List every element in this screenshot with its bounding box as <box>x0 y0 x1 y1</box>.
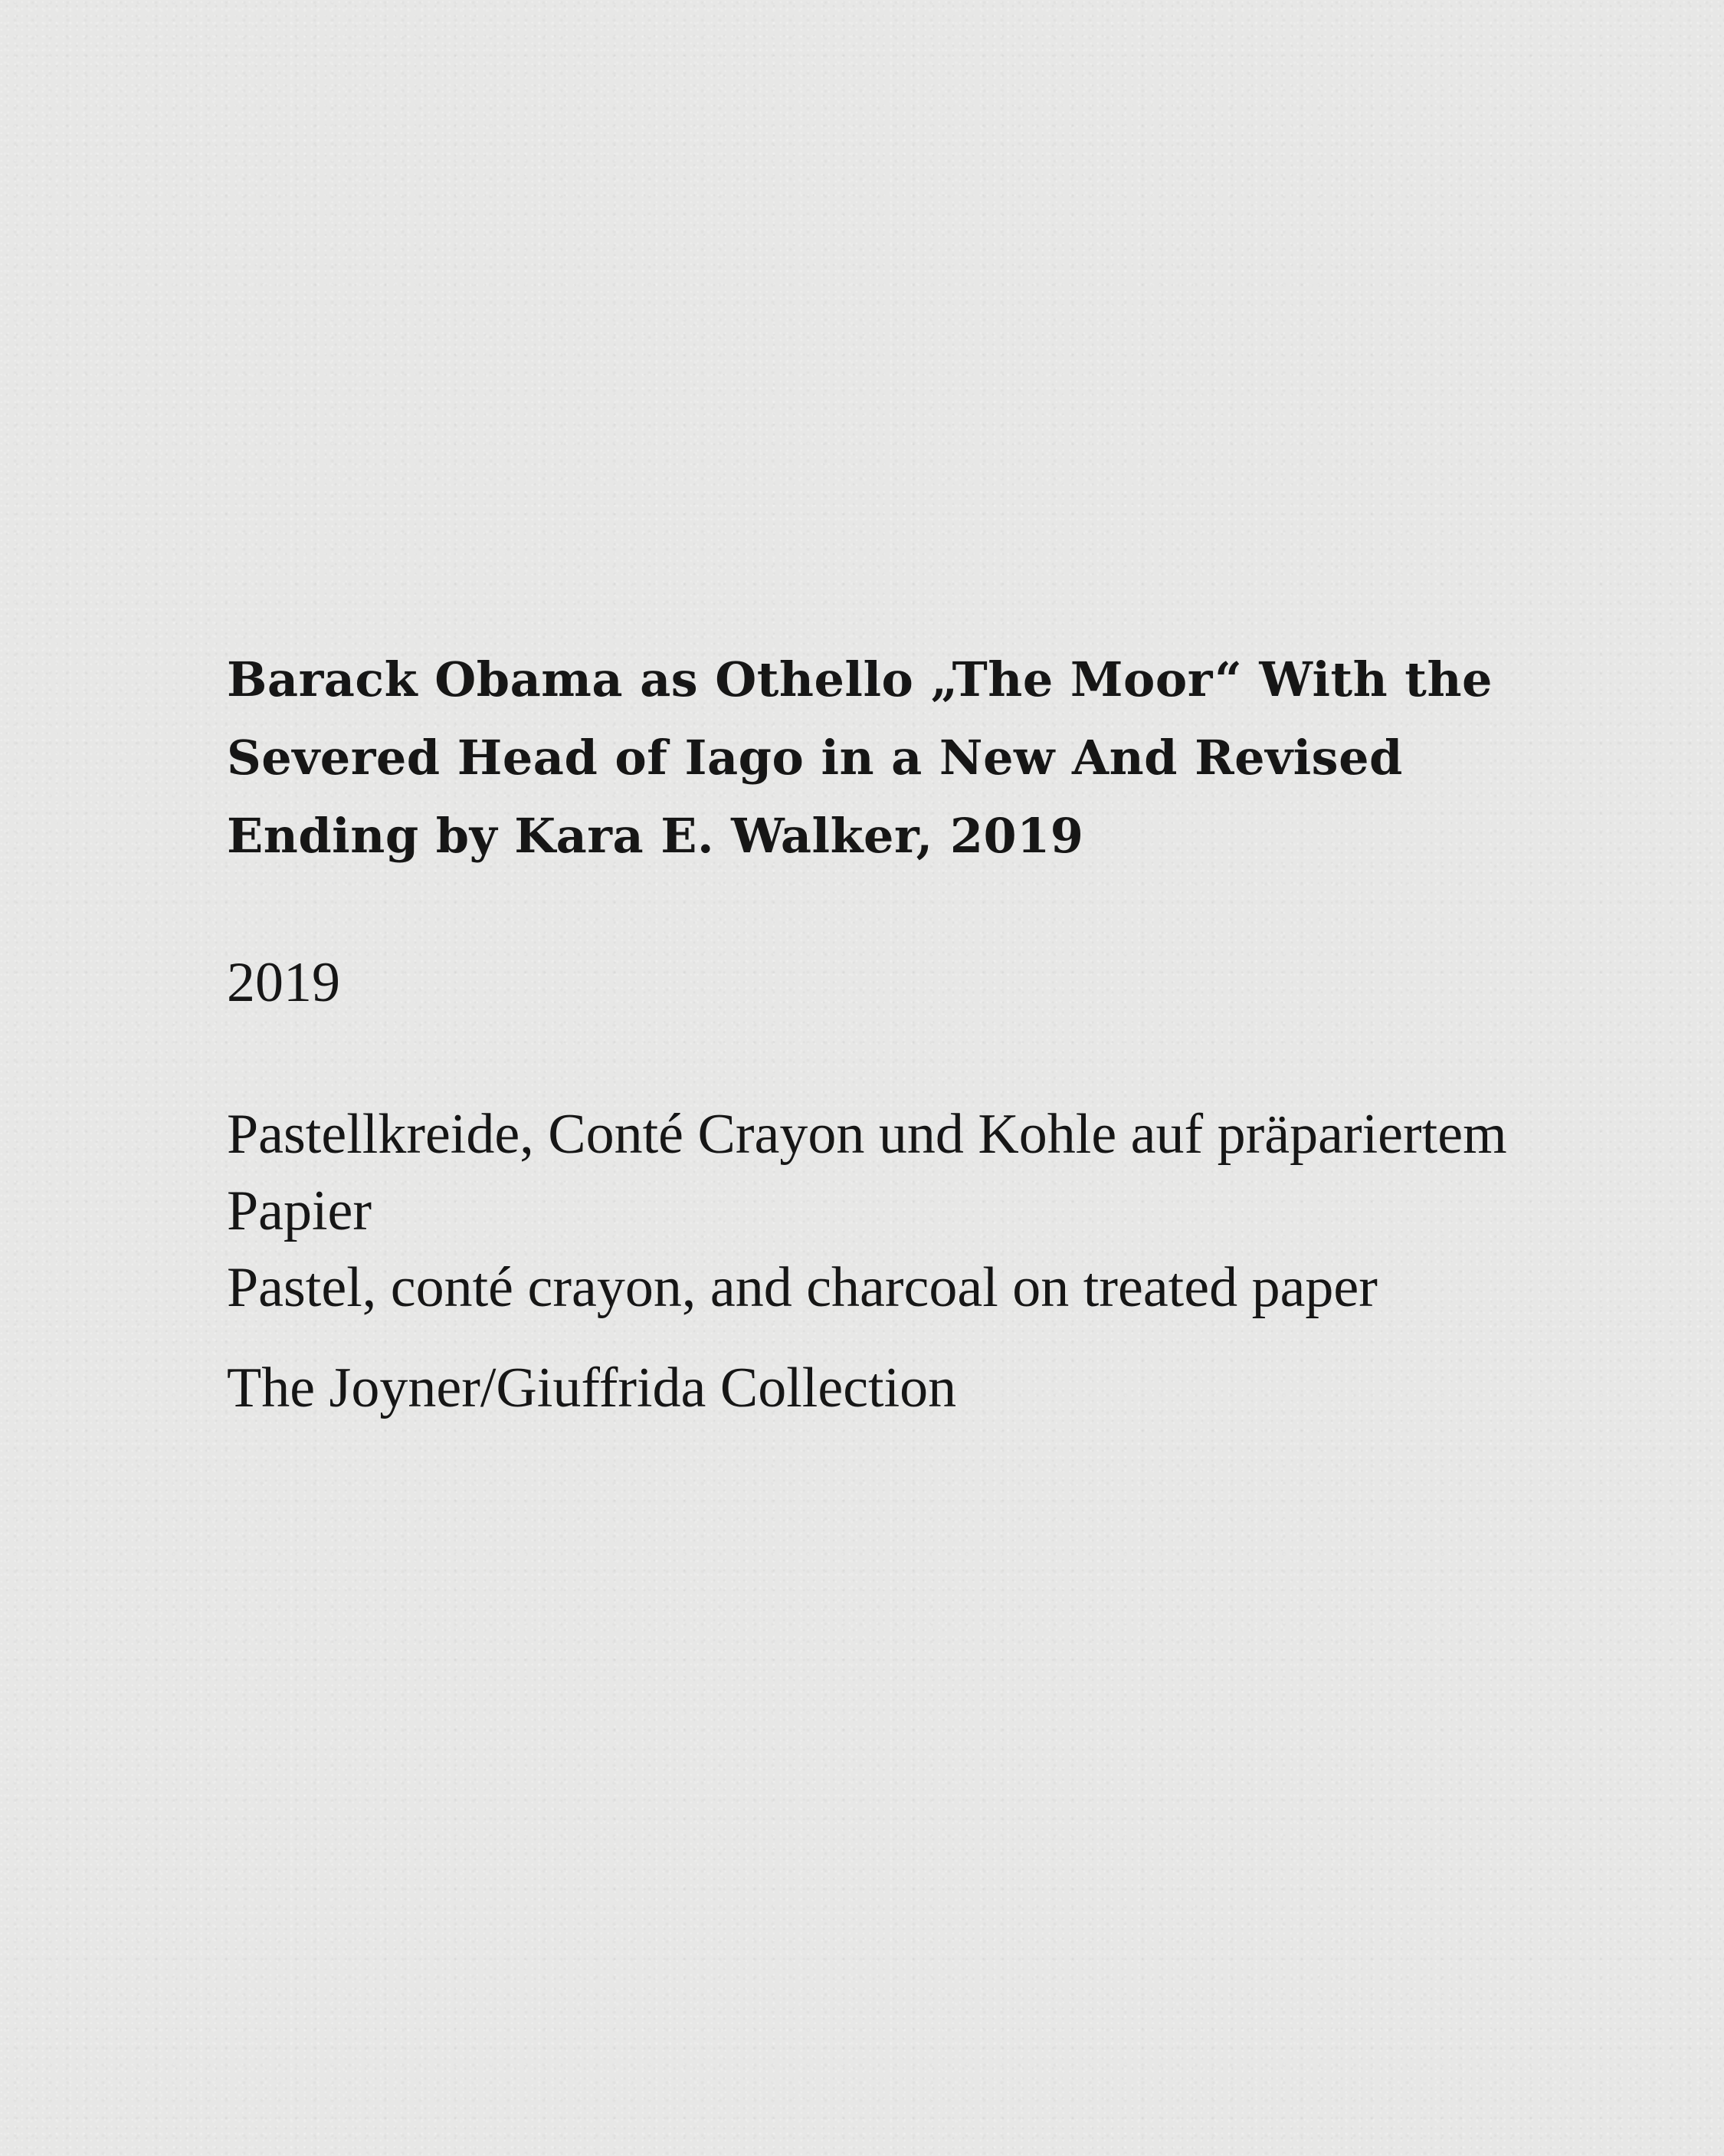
artwork-title: Barack Obama as Othello „The Moor“ With the Severed Head of Iago in a New And Revised Ending by Kara E. Walker, 2019 <box>227 651 1493 864</box>
medium-english: Pastel, conté crayon, and charcoal on treated paper <box>227 1256 1378 1319</box>
artwork-date: 2019 <box>227 951 340 1014</box>
artwork-medium <box>227 1096 1545 1326</box>
credit-line: The Joyner/Giuffrida Collection <box>227 1357 957 1419</box>
wall-label <box>227 641 1545 1426</box>
medium-german: Pastellkreide, Conté Crayon und Kohle auf präpariertem Papier <box>227 1103 1507 1242</box>
